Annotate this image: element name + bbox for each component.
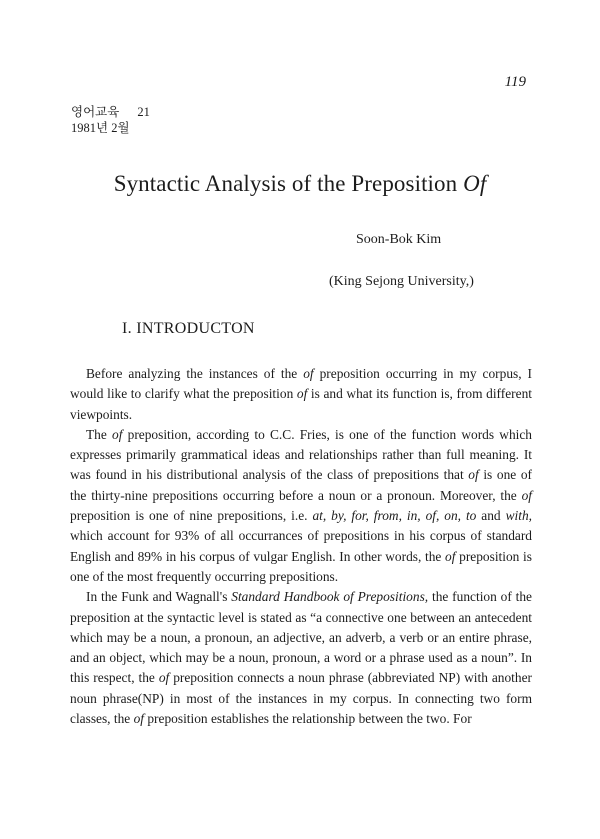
text-run: preposition establishes the relationship between the two. For xyxy=(144,711,472,727)
italic-term: of xyxy=(303,366,314,381)
paragraph xyxy=(70,364,532,425)
text-run: preposition is one of nine prepositions, i.e. xyxy=(70,508,313,524)
text-run: Before analyzing the instances of the xyxy=(86,366,304,381)
italic-term: of xyxy=(445,548,456,564)
paper-title xyxy=(0,171,600,197)
body-text xyxy=(70,364,532,729)
text-run: preposition connects a noun phrase (abbreviated NP) with another noun phrase(NP) in most of the instances in my corpus. In connecting two form classes, the xyxy=(70,670,533,727)
journal-line xyxy=(71,104,150,120)
italic-term: of xyxy=(521,487,532,503)
author-affiliation: (King Sejong University,) xyxy=(329,274,474,289)
title-main: Syntactic Analysis of the Preposition xyxy=(113,171,458,196)
text-run: In the Funk and Wagnall's xyxy=(86,589,232,605)
title-italic-word: Of xyxy=(463,171,487,196)
text-run: and xyxy=(476,508,506,524)
text-run: preposition is one of the most frequently occurring prepositions. xyxy=(70,548,532,584)
paragraph xyxy=(70,425,532,587)
page-number: 119 xyxy=(504,74,526,90)
section-heading: I. INTRODUCTON xyxy=(122,320,255,337)
journal-info xyxy=(71,104,150,136)
text-run: which account for 93% of all occurrances of prepositions in his corpus of standard English and 89% in his corpus of vulgar English. In other words, the xyxy=(70,528,532,564)
italic-term: with, xyxy=(505,508,532,524)
journal-date: 1981년 2월 xyxy=(71,121,130,135)
text-run: preposition, according to C.C. Fries, is one of the function words which expresses primarily grammatical ideas and relationships rather than full meaning. It was found in his distributional analysis of the class of prepositions that xyxy=(70,426,533,483)
italic-term: Standard Handbook of Prepositions, xyxy=(231,589,429,605)
text-run: is one of the thirty-nine prepositions occurring before a noun or a pronoun. Moreover, the xyxy=(70,467,532,503)
author-name: Soon-Bok Kim xyxy=(356,232,442,247)
text-run: preposition occurring in my corpus, I would like to clarify what the preposition xyxy=(70,366,532,402)
text-run: is and what its function is, from different viewpoints. xyxy=(70,386,532,422)
journal-issue: 21 xyxy=(137,105,150,119)
italic-term: of xyxy=(296,386,308,402)
italic-term: at, by, for, from, in, of, on, to xyxy=(312,508,477,524)
text-run: The xyxy=(86,426,113,442)
text-run: the function of the preposition at the syntactic level is stated as “a connective one between an antecedent which may be a noun, a pronoun, an adjective, an adverb, a verb or an entire phrase, and an object, which may be a noun, pronoun, a word or a phrase used as a noun”. In this respect, the xyxy=(70,589,532,686)
journal-name: 영어교육 xyxy=(71,105,120,119)
italic-term: of xyxy=(112,426,123,442)
italic-term: of xyxy=(158,670,170,686)
italic-term: of xyxy=(133,711,145,727)
italic-term: of xyxy=(468,467,479,483)
paragraph xyxy=(70,587,532,729)
